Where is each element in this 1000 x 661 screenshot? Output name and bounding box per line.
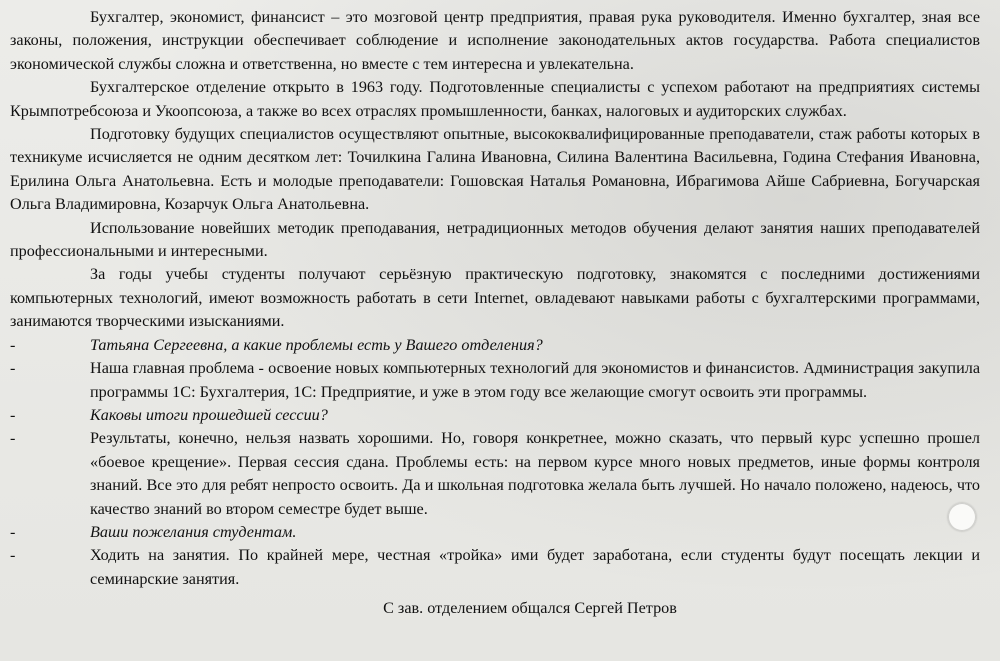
answer-text: Ходить на занятия. По крайней мере, честная «тройка» ими будет заработана, если студенты будут посещать лекции и семинарские занятия. — [90, 546, 980, 588]
interview-question-1 — [10, 334, 980, 357]
dash-marker: - — [10, 359, 16, 378]
interview-question-2 — [10, 404, 980, 427]
question-text: Ваши пожелания студентам. — [90, 522, 297, 541]
question-text: Каковы итоги прошедшей сессии? — [90, 405, 328, 424]
article-text — [10, 6, 980, 621]
question-text: Татьяна Сергеевна, а какие проблемы есть у Вашего отделения? — [90, 335, 543, 354]
punch-hole — [948, 503, 976, 531]
paragraph-training: За годы учебы студенты получают серьёзную практическую подготовку, знакомятся с последними достижениями компьютерных технологий, имеют возможность работать в сети Internet, овладевают навыками работы с бухгалтерскими программами, занимаются творческими изысканиями. — [10, 265, 980, 331]
dash-marker: - — [10, 405, 16, 424]
interview-answer-3 — [10, 544, 980, 591]
paragraph-teachers: Подготовку будущих специалистов осуществляют опытные, высококвалифицированные преподаватели, стаж работы которых в техникуме исчисляется не одним десятком лет: Точилкина Галина Ивановна, Силина Валентина Васильевна, Година Стефания Ивановна, Ерилина Ольга Анатольевна. Есть и молодые преподаватели: Гошовская Наталья Романовна, Ибрагимова Айше Сабриевна, Богучарская Ольга Владимировна, Козарчук Ольга Анатольевна. — [10, 125, 980, 214]
answer-text: Наша главная проблема - освоение новых компьютерных технологий для экономистов и финансистов. Администрация закупила программы 1С: Бухгалтерия, 1С: Предприятие, и уже в этом году все желающие смогут освоить эти программы. — [90, 359, 980, 401]
interview-answer-1 — [10, 357, 980, 404]
signature: С зав. отделением общался Сергей Петров — [383, 599, 677, 618]
dash-marker: - — [10, 335, 16, 354]
interview-question-3 — [10, 521, 980, 544]
dash-marker: - — [10, 546, 16, 565]
paragraph-history: Бухгалтерское отделение открыто в 1963 году. Подготовленные специалисты с успехом работают на предприятиях системы Крымпотребсоюза и Укоопсоюза, а также во всех отраслях промышленности, банках, налоговых и аудиторских службах. — [10, 78, 980, 120]
answer-text: Результаты, конечно, нельзя назвать хорошими. Но, говоря конкретнее, можно сказать, что первый курс успешно прошел «боевое крещение». Первая сессия сдана. Проблемы есть: на первом курсе много новых предметов, иные формы контроля знаний. Все это для ребят непросто освоить. Да и школьная подготовка желала быть лучшей. Но начало положено, надеюсь, что качество знаний во втором семестре будет выше. — [90, 429, 980, 518]
dash-marker: - — [10, 429, 16, 448]
paragraph-intro: Бухгалтер, экономист, финансист – это мозговой центр предприятия, правая рука руководителя. Именно бухгалтер, зная все законы, положения, инструкции обеспечивает соблюдение и исполнение законодательных актов государства. Работа специалистов экономической службы сложна и ответственна, но вместе с тем интересна и увлекательна. — [10, 8, 980, 73]
dash-marker: - — [10, 522, 16, 541]
paragraph-methods: Использование новейших методик преподавания, нетрадиционных методов обучения делают занятия наших преподавателей профессиональными и интересными. — [10, 218, 980, 261]
interview-answer-2 — [10, 427, 980, 521]
